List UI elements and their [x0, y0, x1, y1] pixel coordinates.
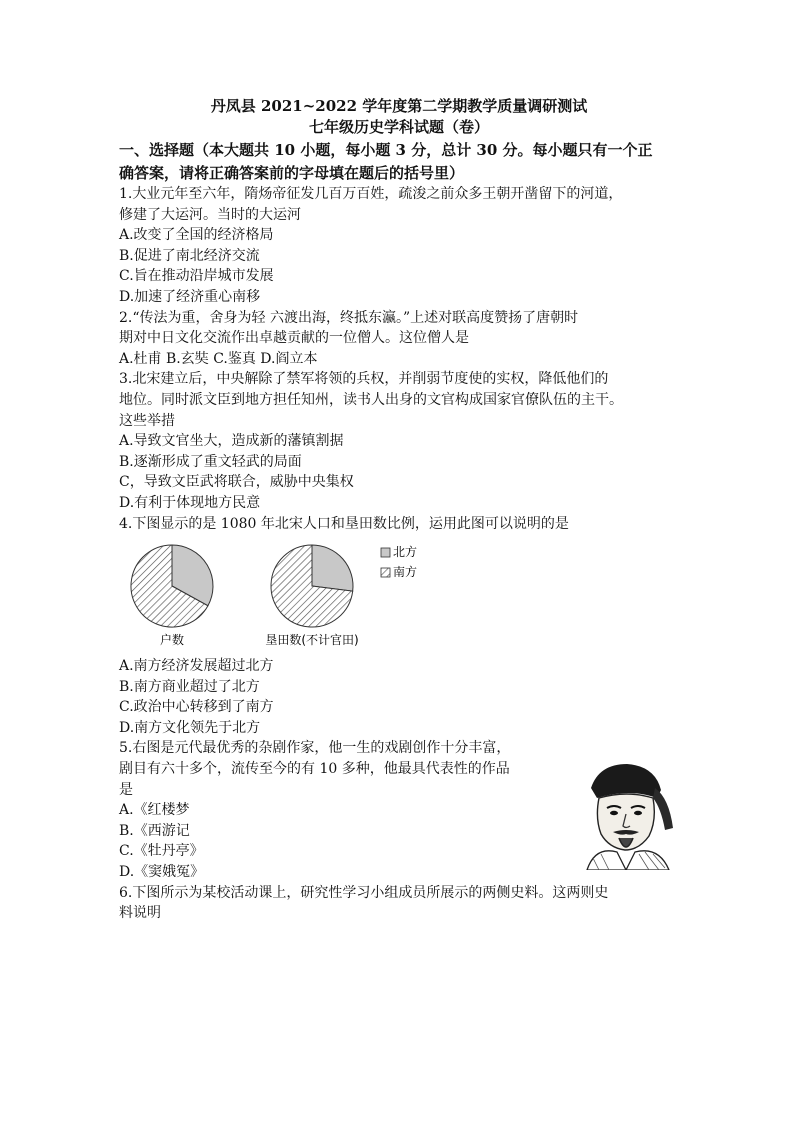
q5-stem: 5.右图是元代最优秀的杂剧作家，他一生的戏剧创作十分丰富， — [119, 740, 511, 757]
q4-option-a: A.南方经济发展超过北方 — [119, 658, 274, 675]
pie-charts-svg — [119, 540, 439, 652]
q1-option-b: B.促进了南北经济交流 — [119, 247, 260, 264]
q1-option-d: D.加速了经济重心南移 — [119, 288, 261, 305]
q6-stem: 6.下图所示为某校活动课上，研究性学习小组成员所展示的两侧史料。这两则史 — [119, 884, 609, 901]
q3-option-c: C，导致文臣武将联合，威胁中央集权 — [119, 474, 354, 491]
q5-option-b: B.《西游记 — [119, 822, 190, 839]
section-heading-cont: 确答案，请将正确答案前的字母填在题后的括号里） — [119, 164, 465, 182]
q3-option-b: B.逐渐形成了重文轻武的局面 — [119, 453, 302, 470]
q2-stem-cont: 期对中日文化交流作出卓越贡献的一位僧人。这位僧人是 — [119, 330, 469, 347]
q4-option-c: C.政治中心转移到了南方 — [119, 699, 274, 716]
q4-option-d: D.南方文化领先于北方 — [119, 719, 261, 736]
q5-stem-end: 是 — [119, 781, 133, 798]
exam-subtitle: 七年级历史学科试题（卷） — [308, 118, 489, 136]
q3-option-d: D.有利于体现地方民意 — [119, 494, 261, 511]
q3-option-a: A.导致文官坐大，造成新的藩镇割据 — [119, 433, 344, 450]
q4-option-b: B.南方商业超过了北方 — [119, 678, 260, 695]
q5-option-d: D.《窦娥冤》 — [119, 864, 205, 881]
pie-label-farmland: 垦田数(不计官田) — [265, 633, 359, 648]
q5-block — [119, 738, 679, 882]
q2-options: A.杜甫 B.玄奘 C.鉴真 D.阎立本 — [119, 350, 318, 367]
q6-stem-cont: 料说明 — [119, 905, 161, 922]
legend-swatch-south — [381, 568, 390, 577]
legend-swatch-north — [381, 548, 390, 557]
playwright-portrait-image — [569, 758, 677, 870]
q2-stem: 2.“传法为重，舍身为轻 六渡出海，终抵东瀛。”上述对联高度赞扬了唐朝时 — [119, 309, 579, 326]
q5-stem-cont: 剧目有六十多个，流传至今的有 10 多种，他最具代表性的作品 — [119, 761, 510, 778]
q1-stem: 1.大业元年至六年，隋炀帝征发几百万百姓，疏浚之前众多王朝开凿留下的河道， — [119, 186, 623, 202]
section-heading: 一、选择题（本大题共 10 小题，每小题 3 分，总计 30 分。每小题只有一个正 — [119, 141, 653, 159]
legend-label-north: 北方 — [393, 545, 418, 560]
q3-stem-cont: 地位。同时派文臣到地方担任知州，读书人出身的文官构成国家官僚队伍的主干。 — [119, 391, 623, 408]
pie-label-households: 户数 — [159, 633, 185, 648]
exam-title: 丹凤县 2021~2022 学年度第二学期教学质量调研测试 — [210, 97, 588, 115]
q5-option-c: C.《牡丹亭》 — [119, 843, 204, 860]
pie-charts-figure — [119, 540, 679, 652]
q3-stem-end: 这些举措 — [119, 412, 175, 429]
q1-option-c: C.旨在推动沿岸城市发展 — [119, 268, 274, 285]
q1-option-a: A.改变了全国的经济格局 — [119, 227, 274, 244]
q3-stem: 3.北宋建立后，中央解除了禁军将领的兵权，并削弱节度使的实权，降低他们的 — [119, 371, 609, 388]
exam-page — [119, 96, 679, 924]
q1-stem-cont: 修建了大运河。当时的大运河 — [119, 206, 301, 223]
legend-label-south: 南方 — [393, 565, 418, 580]
pie2-slice-north — [312, 545, 353, 591]
q5-option-a: A.《红楼梦 — [119, 802, 190, 819]
q4-stem: 4.下图显示的是 1080 年北宋人口和垦田数比例，运用此图可以说明的是 — [119, 515, 569, 532]
